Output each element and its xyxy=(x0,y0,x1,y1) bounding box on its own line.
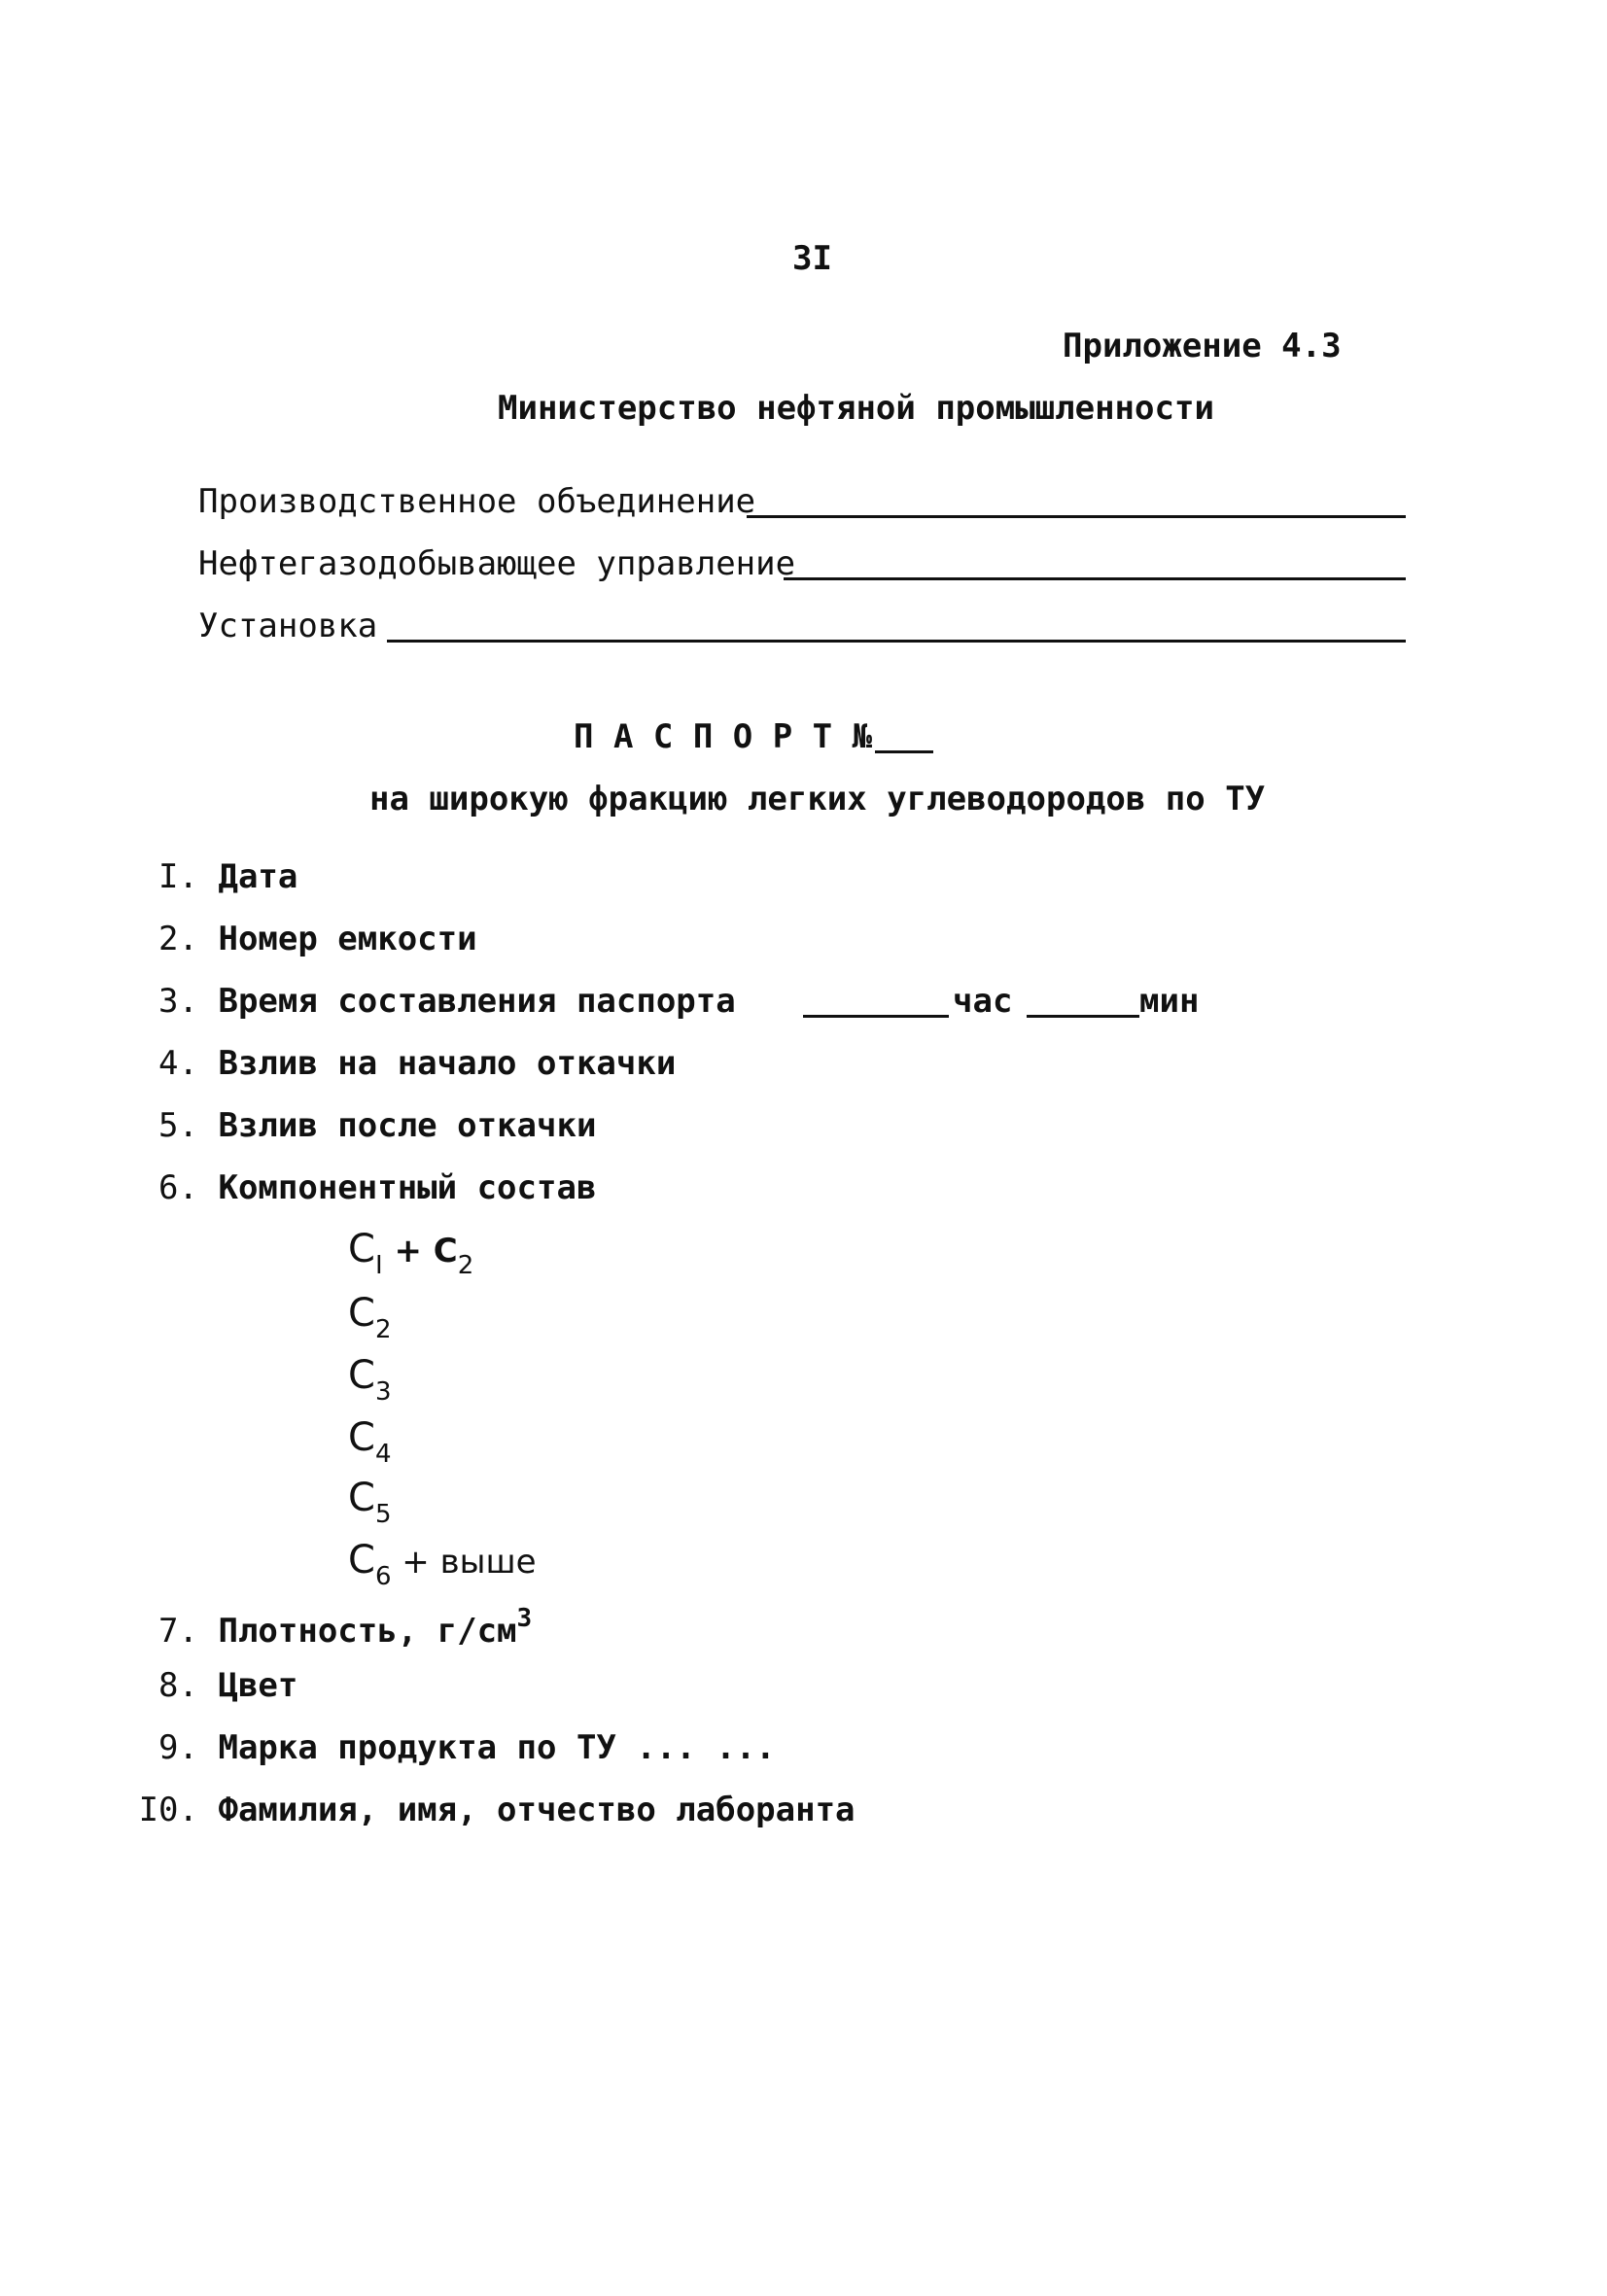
item-density: 7. Плотность, $г/см^3$ xyxy=(158,1604,533,1651)
item-color: 8. Цвет xyxy=(158,1666,298,1705)
item-lab-assistant: I0. Фамилия, имя, отчество лаборанта xyxy=(138,1791,856,1829)
item-compile-time: 3. Время составления паспорта xyxy=(158,982,736,1021)
hours-blank xyxy=(803,1015,949,1018)
ministry-heading: Министерство нефтяной промышленности xyxy=(498,389,1214,428)
minutes-label: мин xyxy=(1139,982,1200,1021)
production-association-label: Производственное объединение xyxy=(198,482,756,521)
minutes-blank xyxy=(1027,1015,1139,1018)
component-c2: $C_2$ xyxy=(348,1291,392,1344)
item-product-grade: 9. Марка продукта по ТУ ... ... xyxy=(158,1728,776,1767)
passport-subtitle: на широкую фракцию легких углеводородов по ТУ xyxy=(369,780,1266,818)
item-composition: 6. Компонентный состав xyxy=(158,1168,597,1207)
item-level-after: 5. Взлив после откачки xyxy=(158,1106,597,1145)
appendix-label: Приложение 4.3 xyxy=(1063,327,1342,365)
oil-gas-administration-blank xyxy=(784,577,1406,580)
item-level-before: 4. Взлив на начало откачки xyxy=(158,1044,677,1083)
item-date: I. Дата xyxy=(158,857,298,896)
component-c4: $C_4$ xyxy=(348,1415,392,1469)
component-c3: $C_3$ xyxy=(348,1353,392,1407)
component-c1-c2: $C_I + C_2$ xyxy=(348,1227,474,1280)
production-association-blank xyxy=(747,515,1406,518)
page-number: 3I xyxy=(792,239,832,278)
installation-label: Установка xyxy=(198,607,378,645)
passport-title: П А С П О Р Т № xyxy=(574,717,873,756)
hours-label: час xyxy=(953,982,1013,1021)
oil-gas-administration-label: Нефтегазодобывающее управление xyxy=(198,544,796,583)
component-c6-plus: $C_6$ + выше xyxy=(348,1538,537,1591)
component-c5: $C_5$ xyxy=(348,1476,392,1529)
passport-number-blank xyxy=(875,750,933,753)
installation-blank xyxy=(387,640,1406,643)
item-tank-number: 2. Номер емкости xyxy=(158,920,477,958)
